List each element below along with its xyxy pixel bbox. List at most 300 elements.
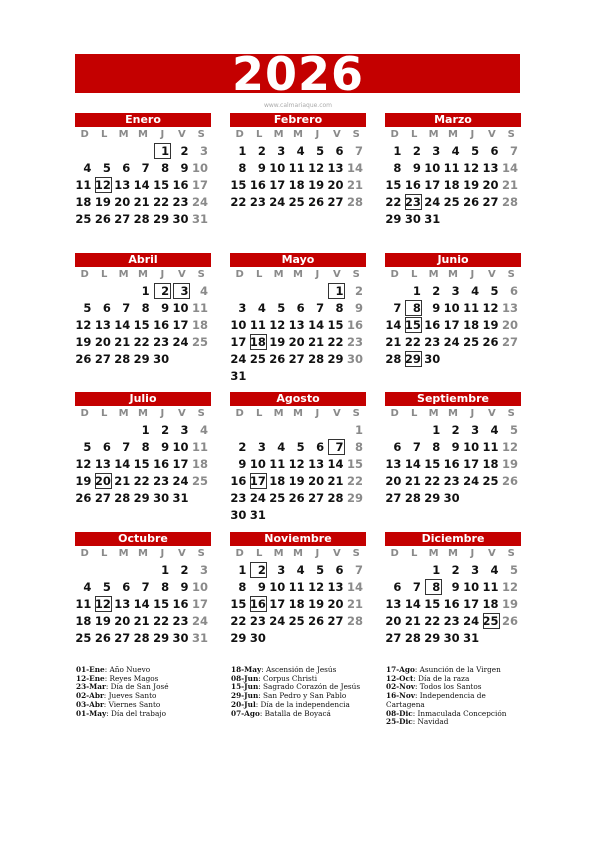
holiday-name: : Día de la independencia	[255, 699, 350, 709]
day-cell: 28	[404, 631, 421, 645]
day-cell: 19	[501, 597, 518, 611]
day-cell: 19	[94, 614, 111, 628]
day-cell: 24	[463, 614, 480, 628]
weekday-label: S	[507, 129, 515, 140]
day-cell: 14	[327, 457, 344, 471]
holiday-day: 1	[327, 283, 346, 300]
day-cell: 1	[432, 563, 441, 577]
empty-cell	[327, 422, 346, 439]
day-cell: 24	[269, 195, 286, 209]
day-cell: 13	[385, 597, 402, 611]
day-cell: 14	[308, 318, 325, 332]
day-cell: 1	[393, 144, 402, 158]
day-cell: 4	[83, 580, 92, 594]
day-cell: 18	[269, 474, 286, 488]
day-cell: 15	[133, 457, 150, 471]
weekday-label: M	[448, 269, 458, 280]
day-cell: 23	[249, 614, 266, 628]
day-cell: 18	[482, 597, 499, 611]
day-cell: 6	[335, 563, 344, 577]
day-cell: 17	[172, 318, 189, 332]
weekday-label: M	[118, 269, 129, 280]
day-cell: 25	[191, 474, 208, 488]
month-marzo	[385, 113, 521, 228]
day-cell: 27	[327, 195, 344, 209]
day-cell: 6	[335, 144, 344, 158]
day-cell: 9	[257, 161, 266, 175]
day-cell: 16	[443, 457, 460, 471]
day-cell: 19	[501, 457, 518, 471]
weekday-label: M	[118, 548, 129, 559]
day-cell: 2	[432, 284, 441, 298]
day-grid	[230, 422, 366, 524]
day-cell: 31	[191, 631, 208, 645]
day-grid	[385, 283, 521, 368]
weekday-label: J	[470, 129, 475, 140]
weekday-label: M	[428, 548, 439, 559]
day-cell: 4	[296, 563, 305, 577]
day-grid	[75, 422, 211, 507]
holiday-day: 15	[404, 317, 423, 334]
month-header: Febrero	[230, 113, 366, 127]
weekday-label: S	[197, 408, 205, 419]
month-mayo	[230, 253, 366, 385]
day-cell: 21	[114, 474, 131, 488]
day-cell: 9	[257, 580, 266, 594]
day-cell: 10	[191, 161, 208, 175]
day-cell: 3	[238, 301, 247, 315]
day-cell: 10	[172, 440, 189, 454]
day-cell: 30	[443, 491, 460, 505]
holiday-name: : Inmaculada Concepción	[412, 708, 507, 718]
day-cell: 5	[471, 144, 480, 158]
weekday-label: S	[352, 269, 360, 280]
day-cell: 5	[277, 301, 286, 315]
day-cell: 11	[75, 597, 92, 611]
day-cell: 5	[83, 301, 92, 315]
weekday-label: V	[487, 408, 496, 419]
day-cell: 18	[75, 614, 92, 628]
weekday-label: S	[507, 269, 515, 280]
day-cell: 27	[114, 631, 131, 645]
weekday-label: J	[315, 269, 320, 280]
day-cell: 27	[94, 352, 111, 366]
day-cell: 16	[346, 318, 363, 332]
weekday-label: M	[273, 408, 284, 419]
site-watermark: www.calmariaque.com	[263, 102, 333, 109]
day-cell: 16	[230, 474, 247, 488]
day-cell: 11	[288, 580, 305, 594]
day-cell: 29	[327, 352, 344, 366]
holiday-name: : Navidad	[412, 717, 449, 727]
day-cell: 10	[463, 440, 480, 454]
day-cell: 18	[482, 457, 499, 471]
day-cell: 27	[288, 352, 305, 366]
day-cell: 7	[141, 161, 150, 175]
month-header: Noviembre	[230, 532, 366, 546]
day-cell: 26	[308, 195, 325, 209]
day-grid	[75, 143, 211, 228]
holiday-date: 02-Nov	[386, 682, 415, 692]
empty-cell	[230, 422, 249, 439]
day-cell: 19	[288, 474, 305, 488]
holiday-column	[386, 666, 526, 727]
holiday-name: : Batalla de Boyacá	[259, 708, 331, 718]
day-cell: 15	[385, 178, 402, 192]
weekday-label: L	[100, 408, 108, 419]
day-cell: 27	[327, 614, 344, 628]
day-cell: 8	[393, 161, 402, 175]
day-cell: 1	[238, 563, 247, 577]
day-cell: 8	[354, 440, 363, 454]
day-cell: 15	[153, 597, 170, 611]
day-cell: 6	[490, 144, 499, 158]
month-header: Agosto	[230, 392, 366, 406]
weekday-row	[75, 267, 211, 283]
holiday-date: 02-Abr	[76, 691, 104, 701]
day-cell: 19	[94, 195, 111, 209]
day-cell: 25	[191, 335, 208, 349]
day-cell: 1	[141, 423, 150, 437]
day-cell: 23	[230, 491, 247, 505]
day-cell: 11	[482, 580, 499, 594]
day-cell: 16	[172, 178, 189, 192]
day-cell: 24	[191, 614, 208, 628]
day-cell: 10	[269, 161, 286, 175]
empty-cell	[308, 283, 327, 300]
day-cell: 15	[424, 597, 441, 611]
empty-cell	[133, 143, 152, 160]
day-cell: 2	[451, 563, 460, 577]
day-cell: 10	[443, 301, 460, 315]
holiday-date: 01-Ene	[76, 665, 105, 674]
day-cell: 13	[308, 457, 325, 471]
day-cell: 15	[346, 457, 363, 471]
weekday-row	[230, 267, 366, 283]
day-cell: 30	[172, 212, 189, 226]
day-cell: 23	[424, 335, 441, 349]
day-cell: 23	[153, 474, 170, 488]
day-cell: 6	[316, 440, 325, 454]
day-cell: 14	[346, 580, 363, 594]
holiday-date: 08-Dic	[386, 708, 413, 718]
day-cell: 25	[75, 631, 92, 645]
weekday-label: V	[177, 269, 186, 280]
day-cell: 9	[180, 580, 189, 594]
day-cell: 30	[404, 212, 421, 226]
day-cell: 9	[354, 301, 363, 315]
day-cell: 4	[490, 563, 499, 577]
day-cell: 22	[133, 474, 150, 488]
weekday-label: J	[470, 408, 475, 419]
day-cell: 23	[443, 614, 460, 628]
day-cell: 13	[114, 597, 131, 611]
month-septiembre	[385, 392, 521, 507]
month-abril	[75, 253, 211, 368]
day-cell: 19	[308, 178, 325, 192]
day-cell: 14	[114, 457, 131, 471]
empty-cell	[249, 283, 268, 300]
weekday-label: J	[315, 548, 320, 559]
holiday-column	[231, 666, 383, 718]
weekday-label: S	[197, 548, 205, 559]
day-cell: 11	[482, 440, 499, 454]
empty-cell	[114, 562, 133, 579]
holiday-entry	[386, 692, 526, 709]
day-cell: 20	[114, 614, 131, 628]
month-header: Julio	[75, 392, 211, 406]
day-cell: 25	[482, 474, 499, 488]
day-cell: 21	[501, 178, 518, 192]
day-cell: 13	[288, 318, 305, 332]
weekday-label: L	[100, 269, 108, 280]
day-cell: 3	[199, 563, 208, 577]
month-header: Junio	[385, 253, 521, 267]
holiday-day: 16	[249, 596, 268, 613]
holiday-date: 23-Mar	[76, 682, 106, 692]
day-cell: 30	[443, 631, 460, 645]
day-cell: 16	[424, 318, 441, 332]
day-cell: 13	[385, 457, 402, 471]
day-cell: 20	[501, 318, 518, 332]
day-cell: 11	[288, 161, 305, 175]
day-cell: 6	[509, 284, 518, 298]
day-cell: 10	[269, 580, 286, 594]
month-noviembre	[230, 532, 366, 647]
day-cell: 23	[153, 335, 170, 349]
weekday-label: S	[507, 408, 515, 419]
day-cell: 8	[432, 440, 441, 454]
day-cell: 22	[230, 195, 247, 209]
month-diciembre	[385, 532, 521, 647]
day-cell: 25	[269, 491, 286, 505]
weekday-label: J	[160, 548, 165, 559]
weekday-label: D	[80, 269, 89, 280]
day-cell: 28	[385, 352, 402, 366]
day-cell: 6	[122, 580, 131, 594]
weekday-row	[230, 127, 366, 143]
day-cell: 28	[346, 195, 363, 209]
day-cell: 5	[83, 440, 92, 454]
weekday-label: L	[410, 269, 418, 280]
day-cell: 1	[161, 563, 170, 577]
empty-cell	[94, 143, 113, 160]
day-cell: 4	[296, 144, 305, 158]
day-cell: 9	[180, 161, 189, 175]
day-cell: 12	[463, 161, 480, 175]
day-cell: 20	[308, 474, 325, 488]
day-grid	[385, 562, 521, 647]
weekday-label: M	[138, 548, 148, 559]
holiday-date: 20-Jul	[231, 699, 256, 709]
day-cell: 3	[257, 440, 266, 454]
day-cell: 28	[346, 614, 363, 628]
day-cell: 10	[191, 580, 208, 594]
holiday-entry	[386, 718, 526, 727]
holiday-day: 23	[404, 194, 423, 211]
weekday-label: L	[410, 129, 418, 140]
day-cell: 20	[94, 335, 111, 349]
month-header: Diciembre	[385, 532, 521, 546]
day-cell: 28	[501, 195, 518, 209]
day-cell: 22	[424, 614, 441, 628]
weekday-label: D	[80, 408, 89, 419]
holiday-date: 08-Jun	[231, 673, 259, 683]
day-cell: 15	[424, 457, 441, 471]
day-cell: 3	[432, 144, 441, 158]
holiday-date: 18-May	[231, 665, 262, 674]
day-cell: 3	[451, 284, 460, 298]
day-cell: 22	[385, 195, 402, 209]
day-cell: 17	[424, 178, 441, 192]
weekday-label: M	[293, 408, 303, 419]
day-cell: 30	[249, 631, 266, 645]
day-cell: 25	[443, 195, 460, 209]
day-cell: 15	[230, 597, 247, 611]
empty-cell	[75, 562, 94, 579]
holiday-day: 8	[404, 300, 423, 317]
day-cell: 25	[288, 195, 305, 209]
day-grid	[75, 562, 211, 647]
day-cell: 27	[308, 491, 325, 505]
day-cell: 28	[114, 352, 131, 366]
day-cell: 21	[133, 614, 150, 628]
day-cell: 26	[501, 474, 518, 488]
day-cell: 29	[424, 631, 441, 645]
day-cell: 20	[385, 474, 402, 488]
holiday-name: : Jueves Santo	[103, 691, 157, 701]
weekday-row	[385, 546, 521, 562]
empty-cell	[94, 422, 113, 439]
day-cell: 25	[75, 212, 92, 226]
day-cell: 10	[463, 580, 480, 594]
day-cell: 30	[153, 352, 170, 366]
empty-cell	[75, 422, 94, 439]
holiday-day: 1	[153, 143, 172, 160]
day-cell: 24	[443, 335, 460, 349]
month-header: Octubre	[75, 532, 211, 546]
day-cell: 20	[385, 614, 402, 628]
month-junio	[385, 253, 521, 368]
day-cell: 8	[141, 440, 150, 454]
empty-cell	[75, 143, 94, 160]
weekday-row	[385, 267, 521, 283]
day-cell: 21	[133, 195, 150, 209]
month-julio	[75, 392, 211, 507]
day-cell: 28	[327, 491, 344, 505]
day-cell: 19	[269, 335, 286, 349]
weekday-row	[230, 406, 366, 422]
weekday-label: J	[160, 408, 165, 419]
month-header: Mayo	[230, 253, 366, 267]
weekday-label: M	[448, 129, 458, 140]
weekday-label: D	[235, 408, 244, 419]
day-cell: 7	[141, 580, 150, 594]
weekday-label: J	[315, 408, 320, 419]
day-cell: 26	[94, 631, 111, 645]
day-cell: 6	[122, 161, 131, 175]
empty-cell	[114, 422, 133, 439]
day-cell: 26	[75, 352, 92, 366]
empty-cell	[288, 283, 307, 300]
day-cell: 8	[238, 161, 247, 175]
day-cell: 29	[346, 491, 363, 505]
day-cell: 22	[230, 614, 247, 628]
weekday-label: M	[428, 129, 439, 140]
weekday-label: M	[448, 548, 458, 559]
day-cell: 16	[153, 457, 170, 471]
day-cell: 26	[94, 212, 111, 226]
day-cell: 26	[482, 335, 499, 349]
weekday-label: M	[138, 269, 148, 280]
holiday-name: : Corpus Christi	[258, 673, 318, 683]
weekday-label: V	[332, 269, 341, 280]
holiday-name: : Todos los Santos	[414, 682, 482, 692]
day-cell: 2	[257, 144, 266, 158]
day-cell: 2	[412, 144, 421, 158]
day-cell: 14	[404, 597, 421, 611]
day-grid	[385, 143, 521, 228]
day-cell: 25	[249, 352, 266, 366]
holiday-date: 03-Abr	[76, 699, 104, 709]
day-cell: 16	[443, 597, 460, 611]
day-cell: 21	[346, 178, 363, 192]
day-cell: 21	[346, 597, 363, 611]
day-cell: 9	[412, 161, 421, 175]
day-cell: 27	[385, 491, 402, 505]
holiday-entry	[231, 710, 383, 719]
day-cell: 4	[83, 161, 92, 175]
day-cell: 17	[191, 597, 208, 611]
day-cell: 12	[501, 580, 518, 594]
day-cell: 5	[296, 440, 305, 454]
day-cell: 5	[509, 423, 518, 437]
empty-cell	[94, 562, 113, 579]
month-agosto	[230, 392, 366, 524]
day-cell: 10	[249, 457, 266, 471]
weekday-label: D	[235, 129, 244, 140]
day-cell: 22	[424, 474, 441, 488]
day-cell: 7	[509, 144, 518, 158]
weekday-row	[385, 127, 521, 143]
weekday-label: J	[160, 129, 165, 140]
day-cell: 17	[443, 318, 460, 332]
weekday-label: L	[410, 408, 418, 419]
day-cell: 21	[404, 614, 421, 628]
day-cell: 26	[463, 195, 480, 209]
empty-cell	[404, 422, 423, 439]
day-cell: 29	[153, 631, 170, 645]
day-cell: 29	[385, 212, 402, 226]
day-cell: 27	[94, 491, 111, 505]
day-cell: 2	[161, 423, 170, 437]
day-cell: 19	[308, 597, 325, 611]
day-cell: 4	[277, 440, 286, 454]
day-cell: 14	[346, 161, 363, 175]
day-cell: 13	[114, 178, 131, 192]
day-cell: 12	[269, 318, 286, 332]
weekday-label: M	[293, 269, 303, 280]
weekday-row	[385, 406, 521, 422]
weekday-label: M	[448, 408, 458, 419]
day-cell: 23	[249, 195, 266, 209]
day-cell: 31	[249, 508, 266, 522]
holiday-day: 25	[482, 613, 501, 630]
day-grid	[230, 143, 366, 211]
weekday-label: D	[80, 548, 89, 559]
day-cell: 27	[114, 212, 131, 226]
day-cell: 1	[412, 284, 421, 298]
